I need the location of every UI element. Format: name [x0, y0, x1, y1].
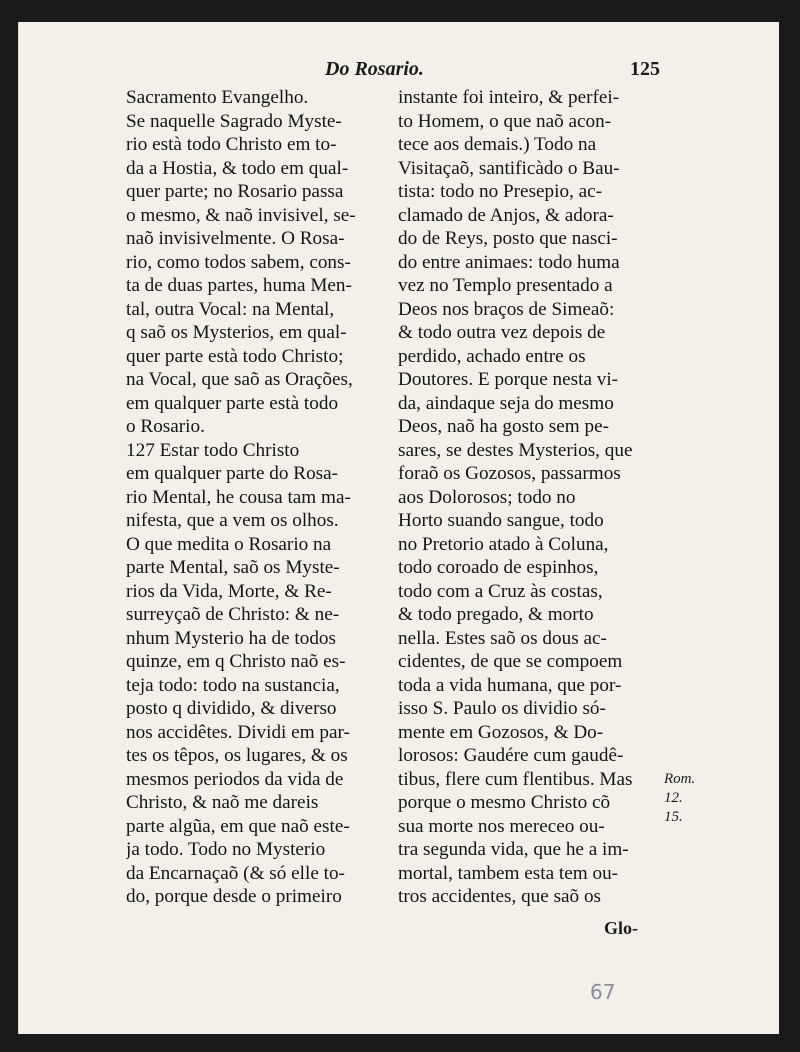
text-line: parte Mental, saõ os Myste- [126, 557, 340, 578]
text-line: Christo, & naõ me dareis [126, 792, 319, 813]
text-line: em qualquer parte està todo [126, 392, 339, 414]
text-line: isso S. Paulo os dividio só- [398, 698, 606, 719]
text-line: rio Mental, he cousa tam ma- [126, 486, 351, 508]
text-line: nhum Mysterio ha de todos [126, 627, 336, 649]
text-line: instante foi inteiro, & perfei- [398, 87, 620, 108]
text-line: toda a vida humana, que por- [398, 674, 622, 696]
text-line: sares, se destes Mysterios, que [398, 439, 633, 461]
text-line: o mesmo, & naõ invisivel, se- [126, 204, 356, 226]
text-line: do de Reys, posto que nasci- [398, 228, 618, 249]
text-line: tros accidentes, que saõ os [398, 886, 602, 907]
text-line: vez no Templo presentado a [398, 275, 613, 296]
text-line: q saõ os Mysterios, em qual- [126, 322, 347, 343]
text-line: cidentes, de que se compoem [398, 651, 623, 672]
text-line: tes os têpos, os lugares, & os [126, 745, 348, 766]
text-line: tibus, flere cum flentibus. Mas [398, 768, 633, 790]
text-line: naõ invisivelmente. O Rosa- [126, 228, 345, 249]
catchword: Glo- [604, 918, 638, 938]
margin-citation [664, 770, 724, 827]
text-line: ja todo. Todo no Mysterio [126, 839, 326, 860]
text-line: foraõ os Gozosos, passarmos [398, 463, 621, 484]
text-line: porque o mesmo Christo cõ [398, 792, 611, 813]
text-line: Horto suando sangue, todo [398, 510, 604, 531]
text-line: Visitaçaõ, santificàdo o Bau- [398, 157, 620, 179]
text-line: mesmos periodos da vida de [126, 768, 344, 790]
text-line: na Vocal, que saõ as Orações, [126, 369, 353, 390]
text-line: tista: todo no Presepio, ac- [398, 181, 603, 202]
text-line: do, porque desde o primeiro [126, 886, 342, 907]
text-line: nos accidêtes. Dividi em par- [126, 721, 350, 743]
text-line: no Pretorio atado à Coluna, [398, 533, 609, 555]
text-line: Deos, naõ ha gosto sem pe- [398, 416, 610, 437]
text-line: o Rosario. [126, 416, 205, 437]
right-text-column [398, 86, 664, 909]
text-line: quer parte; no Rosario passa [126, 181, 344, 202]
archive-folio-number: 67 [590, 980, 616, 1004]
text-line: tra segunda vida, que he a im- [398, 839, 629, 860]
text-line: quer parte està todo Christo; [126, 345, 344, 367]
text-line: clamado de Anjos, & adora- [398, 204, 614, 226]
text-line: posto q dividido, & diverso [126, 698, 337, 719]
text-line: da Encarnaçaõ (& só elle to- [126, 862, 345, 884]
margin-citation-line: Rom. [664, 771, 696, 787]
running-title: Do Rosario. [325, 58, 424, 80]
text-line: parte algũa, em que naõ este- [126, 815, 350, 837]
text-line: Deos nos braços de Simeaõ: [398, 298, 615, 320]
text-line: tal, outra Vocal: na Mental, [126, 298, 335, 320]
text-line: ta de duas partes, huma Men- [126, 275, 352, 296]
text-line: mortal, tambem esta tem ou- [398, 862, 619, 884]
page-number: 125 [630, 58, 660, 80]
text-line: nella. Estes saõ os dous ac- [398, 627, 607, 649]
text-line: do entre animaes: todo huma [398, 251, 620, 273]
margin-citation-line: 12. [664, 790, 683, 806]
text-line: Doutores. E porque nesta vi- [398, 369, 619, 390]
text-line: perdido, achado entre os [398, 345, 586, 367]
text-line: quinze, em q Christo naõ es- [126, 651, 346, 672]
text-line: teja todo: todo na sustancia, [126, 674, 340, 696]
text-line: tece aos demais.) Todo na [398, 134, 597, 155]
text-line: rios da Vida, Morte, & Re- [126, 580, 332, 602]
text-line: em qualquer parte do Rosa- [126, 463, 339, 484]
text-line: 127 Estar todo Christo [126, 439, 300, 461]
text-line: mente em Gozosos, & Do- [398, 721, 604, 743]
text-line: lorosos: Gaudére cum gaudê- [398, 745, 624, 766]
text-line: Sacramento Evangelho. [126, 87, 309, 108]
text-line: & todo outra vez depois de [398, 322, 606, 343]
text-line: to Homem, o que naõ acon- [398, 110, 612, 132]
text-line: & todo pregado, & morto [398, 604, 594, 625]
text-line: todo com a Cruz às costas, [398, 580, 603, 602]
text-line: rio està todo Christo em to- [126, 134, 337, 155]
text-line: nifesta, que a vem os olhos. [126, 510, 339, 531]
left-text-column [126, 86, 390, 909]
margin-citation-line: 15. [664, 809, 683, 825]
text-line: aos Dolorosos; todo no [398, 486, 576, 508]
text-line: surreyçaõ de Christo: & ne- [126, 604, 340, 625]
text-line: rio, como todos sabem, cons- [126, 251, 351, 273]
text-line: da a Hostia, & todo em qual- [126, 157, 349, 179]
text-line: todo coroado de espinhos, [398, 557, 599, 578]
text-line: da, aindaque seja do mesmo [398, 392, 614, 414]
text-line: O que medita o Rosario na [126, 533, 332, 555]
text-line: sua morte nos mereceo ou- [398, 815, 605, 837]
text-line: Se naquelle Sagrado Myste- [126, 110, 342, 132]
